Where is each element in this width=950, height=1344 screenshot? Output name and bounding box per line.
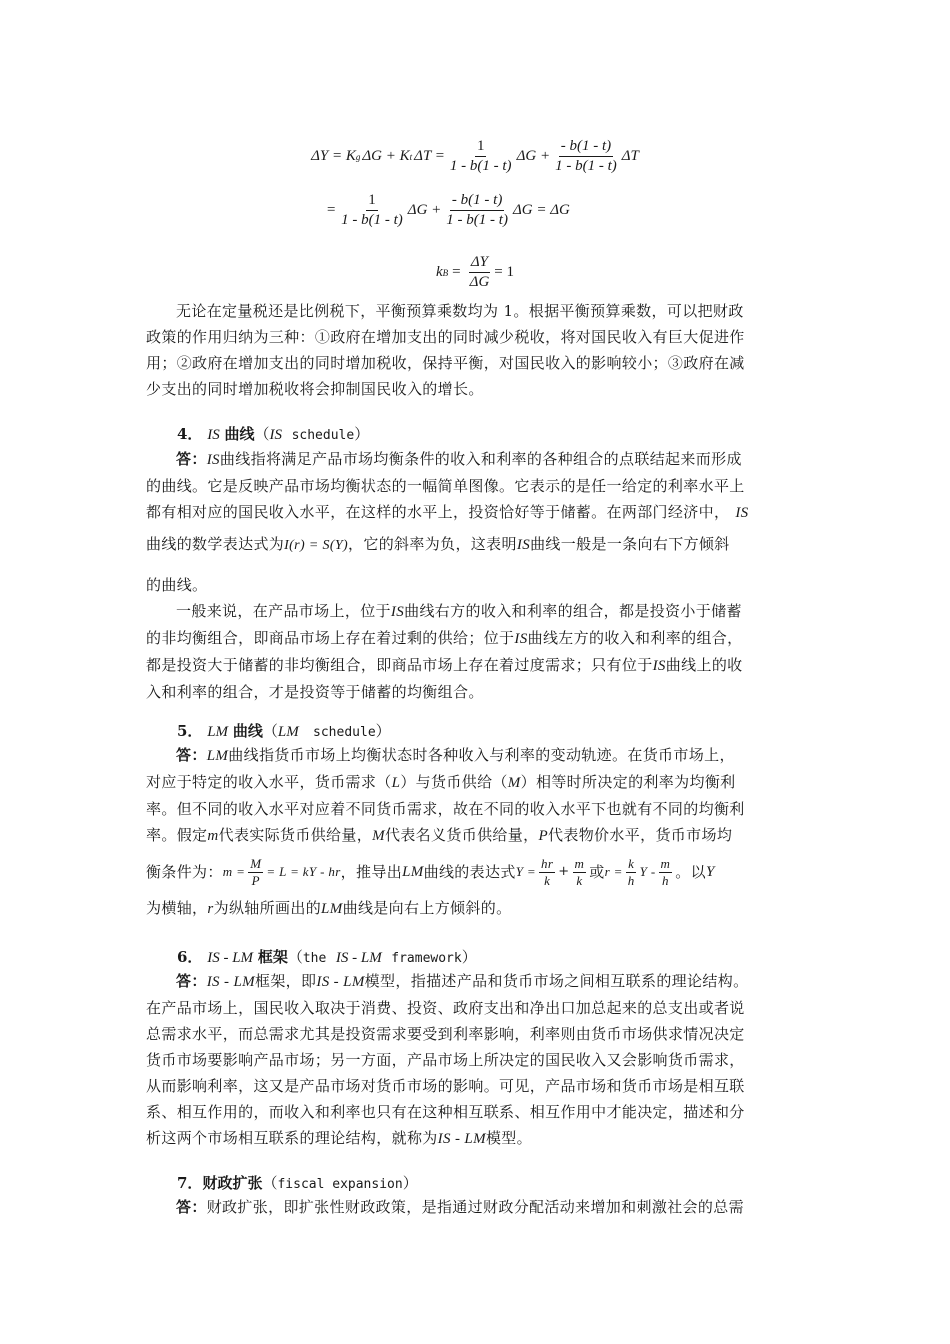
eq-part: r = (604, 864, 623, 879)
frac-numerator: m (660, 855, 671, 871)
term-lm: LM (206, 748, 229, 764)
eq1-fraction-1 (448, 138, 514, 175)
para-line: 入和利率的组合，才是投资等于储蓄的均衡组合。 (146, 683, 484, 701)
text: 曲线上的收 (665, 656, 743, 674)
term-is: IS (516, 537, 531, 553)
text: 无论在定量税还是比例税下，平衡预算乘数均为 1。根据平衡预算乘数，可以把财政 (176, 302, 744, 320)
para-line: 的曲线。 (146, 576, 208, 594)
paren: （ (287, 948, 303, 966)
kb-lhs: k (436, 264, 443, 280)
frac-numerator: - b(1 - t) (559, 138, 613, 157)
term-is-lm: IS - LM (437, 1131, 486, 1147)
section-title: 曲线 (224, 425, 255, 443)
term-p: P (538, 828, 548, 844)
paren: （ (262, 1174, 278, 1192)
term-lm: LM (207, 724, 229, 740)
para-line: 总需求水平，而总需求尤其是投资需求要受到利率影响，利率则由货币市场供求情况决定 (146, 1025, 745, 1043)
term-m: M (507, 775, 521, 791)
english-term: framework (391, 951, 462, 966)
para-line: 在产品市场上，国民收入取决于消费、投资、政府支出和净出口加总起来的总支出或者说 (146, 999, 745, 1017)
kb-eq: = (452, 264, 461, 280)
para-line (146, 1125, 806, 1152)
text: 为横轴， (146, 899, 208, 917)
text: 曲线是向右上方倾斜的。 (342, 899, 512, 917)
eq-part: m = (222, 864, 246, 879)
eq1-mid2: ΔT = (414, 148, 445, 164)
kb-rhs: = 1 (494, 264, 514, 280)
answer-label: 答： (176, 450, 207, 468)
text: 代表物价水平，货币市场均 (548, 826, 733, 844)
eq-part: Y = (515, 864, 537, 879)
para-line (146, 742, 806, 769)
frac-m-over-k (573, 857, 587, 888)
frac-denominator: P (251, 872, 260, 888)
text: 曲线右方的收入和利率的组合，都是投资小于储蓄 (404, 602, 742, 620)
frac-numerator: m (574, 855, 585, 871)
term-m: m (207, 828, 219, 844)
text: 曲线的数学表达式为 (146, 535, 285, 553)
eq2-end: ΔG = ΔG (512, 202, 570, 218)
english-term: the (302, 951, 327, 966)
term-is: IS (735, 505, 749, 521)
text: ）相等时所决定的利率为均衡利 (520, 773, 736, 791)
frac-numerator: k (628, 855, 635, 871)
para-line (146, 598, 806, 625)
frac-denominator: ΔG (469, 274, 490, 290)
text: 衡条件为： (146, 863, 223, 881)
eq-part: Y - (639, 864, 656, 879)
eq2-fraction-1 (339, 192, 405, 229)
frac-denominator: 1 - b(1 - t) (446, 212, 508, 228)
section-title: 财政扩张 (202, 1174, 263, 1192)
paren: ） (354, 425, 370, 443)
eq2-dg: ΔG + (407, 202, 442, 218)
frac-k-over-h (626, 857, 637, 888)
section-number: 4． (177, 425, 203, 443)
text: 代表名义货币供给量， (384, 826, 539, 844)
section-title: 框架 (257, 948, 288, 966)
kb-fraction (468, 254, 492, 291)
frac-denominator: h (627, 872, 635, 888)
para-line (146, 652, 806, 679)
section-5-body (146, 742, 806, 922)
section-number: 7． (177, 1174, 203, 1192)
term-is: IS (390, 604, 405, 620)
eq1-lhs: ΔY = K (311, 148, 356, 164)
eq2-eq: = (326, 202, 337, 218)
frac-m-over-p (248, 857, 263, 888)
equation-continuation (326, 192, 570, 229)
term-m: M (372, 828, 385, 844)
term-lm: LM (277, 724, 299, 740)
text: 曲线指货币市场上均衡状态时各种收入与利率的变动轨迹。在货币市场上， (228, 746, 735, 764)
paren: ） (402, 1174, 418, 1192)
para-line: 货币市场要影响产品市场；另一方面，产品市场上所决定的国民收入又会影响货币需求， (146, 1051, 745, 1069)
para-line: 少支出的同时增加税收将会抑制国民收入的增长。 (146, 380, 484, 398)
term-is: IS (207, 427, 220, 443)
eq1-dg: ΔG + (516, 148, 551, 164)
frac-numerator: hr (541, 855, 554, 871)
para-line (146, 298, 806, 324)
answer-label: 答： (176, 972, 207, 990)
para-line: 系、相互作用的，而收入和利率也只有在这种相互联系、相互作用中才能决定，描述和分 (146, 1103, 745, 1121)
text: 都有相对应的国民收入水平，在这样的水平上，投资恰好等于储蓄。在两部门经济中， (146, 503, 730, 521)
frac-denominator: 1 - b(1 - t) (555, 158, 617, 174)
eq2-fraction-2 (444, 192, 510, 229)
frac-m-over-h (659, 857, 673, 888)
frac-denominator: h (661, 872, 669, 888)
frac-denominator: 1 - b(1 - t) (341, 212, 403, 228)
text: 一般来说，在产品市场上，位于 (176, 602, 391, 620)
english-term: schedule (291, 428, 355, 443)
frac-hr-over-k (539, 857, 555, 888)
eq-part: + (558, 864, 570, 879)
para-line-lm-equation (146, 849, 806, 895)
is-equation: I(r) = S(Y) (284, 538, 348, 553)
text: 代表实际货币供给量， (218, 826, 373, 844)
para-line: 的曲线。它是反映产品市场均衡状态的一幅简单图像。它表示的是任一给定的利率水平上 (146, 477, 745, 495)
paren: ） (375, 722, 391, 740)
text: 对应于特定的收入水平，货币需求（ (146, 773, 392, 791)
term-is: IS (206, 452, 220, 468)
eq1-fraction-2 (553, 138, 619, 175)
eq-part: = L = kY - hr (266, 864, 341, 879)
frac-denominator: 1 - b(1 - t) (449, 158, 512, 174)
text: 率。假定 (146, 826, 208, 844)
text: 曲线左方的收入和利率的组合， (527, 629, 743, 647)
text: ，推导出 (340, 863, 403, 881)
paren: （ (262, 722, 278, 740)
term-r: r (207, 901, 214, 917)
frac-numerator: 1 (475, 138, 487, 157)
frac-numerator: 1 (366, 192, 378, 211)
term-lm: LM (402, 864, 424, 880)
paren: （ (254, 425, 270, 443)
section-number: 6． (177, 948, 203, 966)
text: 或 (589, 863, 605, 881)
text: 框架，即 (254, 972, 317, 990)
text: ）与货币供给（ (400, 773, 508, 791)
para-line (146, 1194, 806, 1220)
frac-numerator: ΔY (469, 254, 490, 273)
term-is: IS (514, 631, 528, 647)
text: 模型。 (485, 1129, 532, 1147)
para-line: 率。但不同的收入水平对应着不同货币需求，故在不同的收入水平下也就有不同的均衡利 (146, 800, 745, 818)
eq1-dt: ΔT (621, 148, 639, 164)
term-is-lm: IS - LM (335, 950, 382, 966)
section-4-body (146, 446, 806, 705)
frac-denominator: k (576, 872, 583, 888)
para-line: 从而影响利率，这又是产品市场对货币市场的影响。可见，产品市场和货币市场是相互联 (146, 1077, 745, 1095)
para-line: 政策的作用归纳为三种：①政府在增加支出的同时减少税收，将对国民收入有巨大促进作 (146, 328, 745, 346)
text: 财政扩张，即扩张性财政政策，是指通过财政分配活动来增加和刺激社会的总需 (206, 1198, 744, 1216)
text: 析这两个市场相互联系的理论结构，就称为 (146, 1129, 438, 1147)
section-7-body (146, 1194, 806, 1220)
kb-sub: B (442, 267, 449, 278)
english-term: schedule (313, 725, 376, 740)
eq1-sub-t: t (409, 151, 413, 162)
section-title: 曲线 (232, 722, 263, 740)
text: 都是投资大于储蓄的非均衡组合，即商品市场上存在着过度需求；只有位于 (146, 656, 653, 674)
para-line (146, 526, 806, 564)
term-is: IS (652, 658, 666, 674)
text: ，它的斜率为负，这表明 (348, 535, 517, 553)
para-line (146, 499, 806, 526)
text: 。以 (675, 863, 706, 881)
para-line: 用；②政府在增加支出的同时增加税收，保持平衡，对国民收入的影响较小；③政府在减 (146, 354, 745, 372)
text: 曲线一般是一条向右下方倾斜 (530, 535, 730, 553)
term-is-lm: IS - LM (207, 950, 254, 966)
term-is-lm: IS - LM (206, 974, 255, 990)
eq1-mid: ΔG + K (362, 148, 410, 164)
para-line (146, 769, 806, 796)
term-is: IS (269, 427, 283, 443)
answer-label: 答： (176, 1198, 207, 1216)
term-l: L (391, 775, 401, 791)
para-line (146, 625, 806, 652)
para-line (146, 895, 806, 922)
section-4-heading (177, 421, 369, 449)
para-line (146, 446, 806, 473)
term-y: Y (705, 864, 715, 880)
balanced-budget-paragraph (146, 298, 806, 402)
answer-label: 答： (176, 746, 207, 764)
frac-denominator: k (544, 872, 551, 888)
text: 的非均衡组合，即商品市场上存在着过剩的供给；位于 (146, 629, 515, 647)
text: 曲线的表达式 (423, 863, 516, 881)
eq1-sub-g: g (355, 151, 361, 162)
text: 为纵轴所画出的 (213, 899, 322, 917)
english-term: fiscal expansion (277, 1177, 403, 1192)
text: 模型，指描述产品和货币市场之间相互联系的理论结构。 (364, 972, 749, 990)
term-is-lm: IS - LM (316, 974, 365, 990)
text: 曲线指将满足产品市场均衡条件的收入和利率的各种组合的点联结起来而形成 (219, 450, 742, 468)
frac-numerator: M (250, 855, 262, 871)
term-lm: LM (321, 901, 343, 917)
section-number: 5． (177, 722, 203, 740)
equation-kb (0, 254, 950, 291)
para-line (146, 822, 806, 849)
section-6-body (146, 968, 806, 1152)
equation-delta-y (0, 138, 950, 175)
paren: ） (461, 948, 477, 966)
frac-numerator: - b(1 - t) (450, 192, 504, 211)
para-line (146, 968, 806, 995)
